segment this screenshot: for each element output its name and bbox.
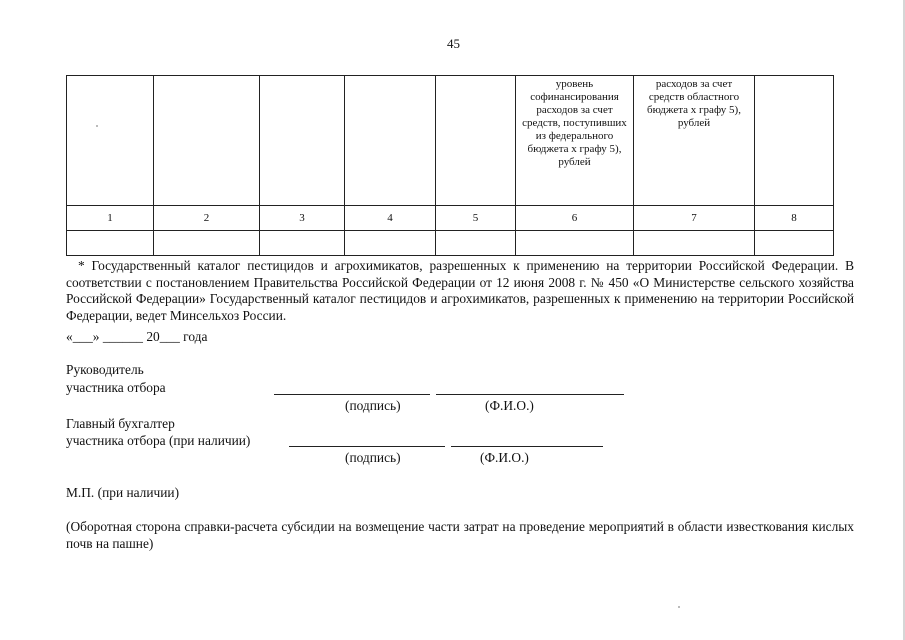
table-cell [345,231,436,256]
accountant-name-caption: (Ф.И.О.) [480,450,529,465]
header-cell-4 [345,76,436,206]
accountant-subtitle: участника отбора (при наличии) [66,433,251,448]
head-name-line [436,394,624,395]
table-cell [634,231,755,256]
accountant-name-line [451,446,603,447]
head-signature-caption: (подпись) [345,398,401,413]
head-subtitle: участника отбора [66,380,166,395]
table-cell [516,231,634,256]
date-line: «___» ______ 20___ года [66,329,208,344]
scan-speck [96,125,98,127]
head-name-caption: (Ф.И.О.) [485,398,534,413]
footnote: * Государственный каталог пестицидов и агрохимикатов, разрешенных к применению на территории Российской Федерации. В соответствии с постановлением Правительства Российской Федерации от 12 июня 2008 г. № 450 «О Министерстве сельского хозяйства Российской Федерации» Государственный каталог пестицидов и агрохимикатов, разрешенных к применению на территории Российской Федерации, ведет Минсельхоз России. [66,258,854,323]
column-number: 1 [67,206,154,231]
header-cell-8 [755,76,834,206]
table-cell [436,231,516,256]
column-number: 3 [260,206,345,231]
table-cell [755,231,834,256]
column-number: 5 [436,206,516,231]
header-cell-7: расходов за счет средств областного бюджета x графу 5), рублей [634,76,755,206]
accountant-signature-caption: (подпись) [345,450,401,465]
table-cell [260,231,345,256]
accountant-signature-line [289,446,445,447]
header-cell-3 [260,76,345,206]
head-signature-line [274,394,430,395]
table-cell [154,231,260,256]
header-cell-2 [154,76,260,206]
accountant-title: Главный бухгалтер [66,416,175,431]
table-data-row [67,231,834,256]
column-number-row [67,206,834,231]
header-cell-5 [436,76,516,206]
column-number: 8 [755,206,834,231]
table-cell [67,231,154,256]
column-number: 2 [154,206,260,231]
page-number: 45 [447,36,460,51]
column-number: 6 [516,206,634,231]
column-number: 4 [345,206,436,231]
header-cell-6: уровень софинансирования расходов за счет средств, поступивших из федерального бюджета x графу 5), рублей [516,76,634,206]
table-header-row [67,76,834,206]
header-cell-1 [67,76,154,206]
column-number: 7 [634,206,755,231]
scan-speck [678,606,680,608]
reverse-side-note: (Оборотная сторона справки-расчета субсидии на возмещение части затрат на проведение мероприятий в области известкования кислых почв на пашне) [66,519,854,551]
head-title: Руководитель [66,362,144,377]
subsidy-table [66,75,834,256]
stamp-note: М.П. (при наличии) [66,485,180,500]
